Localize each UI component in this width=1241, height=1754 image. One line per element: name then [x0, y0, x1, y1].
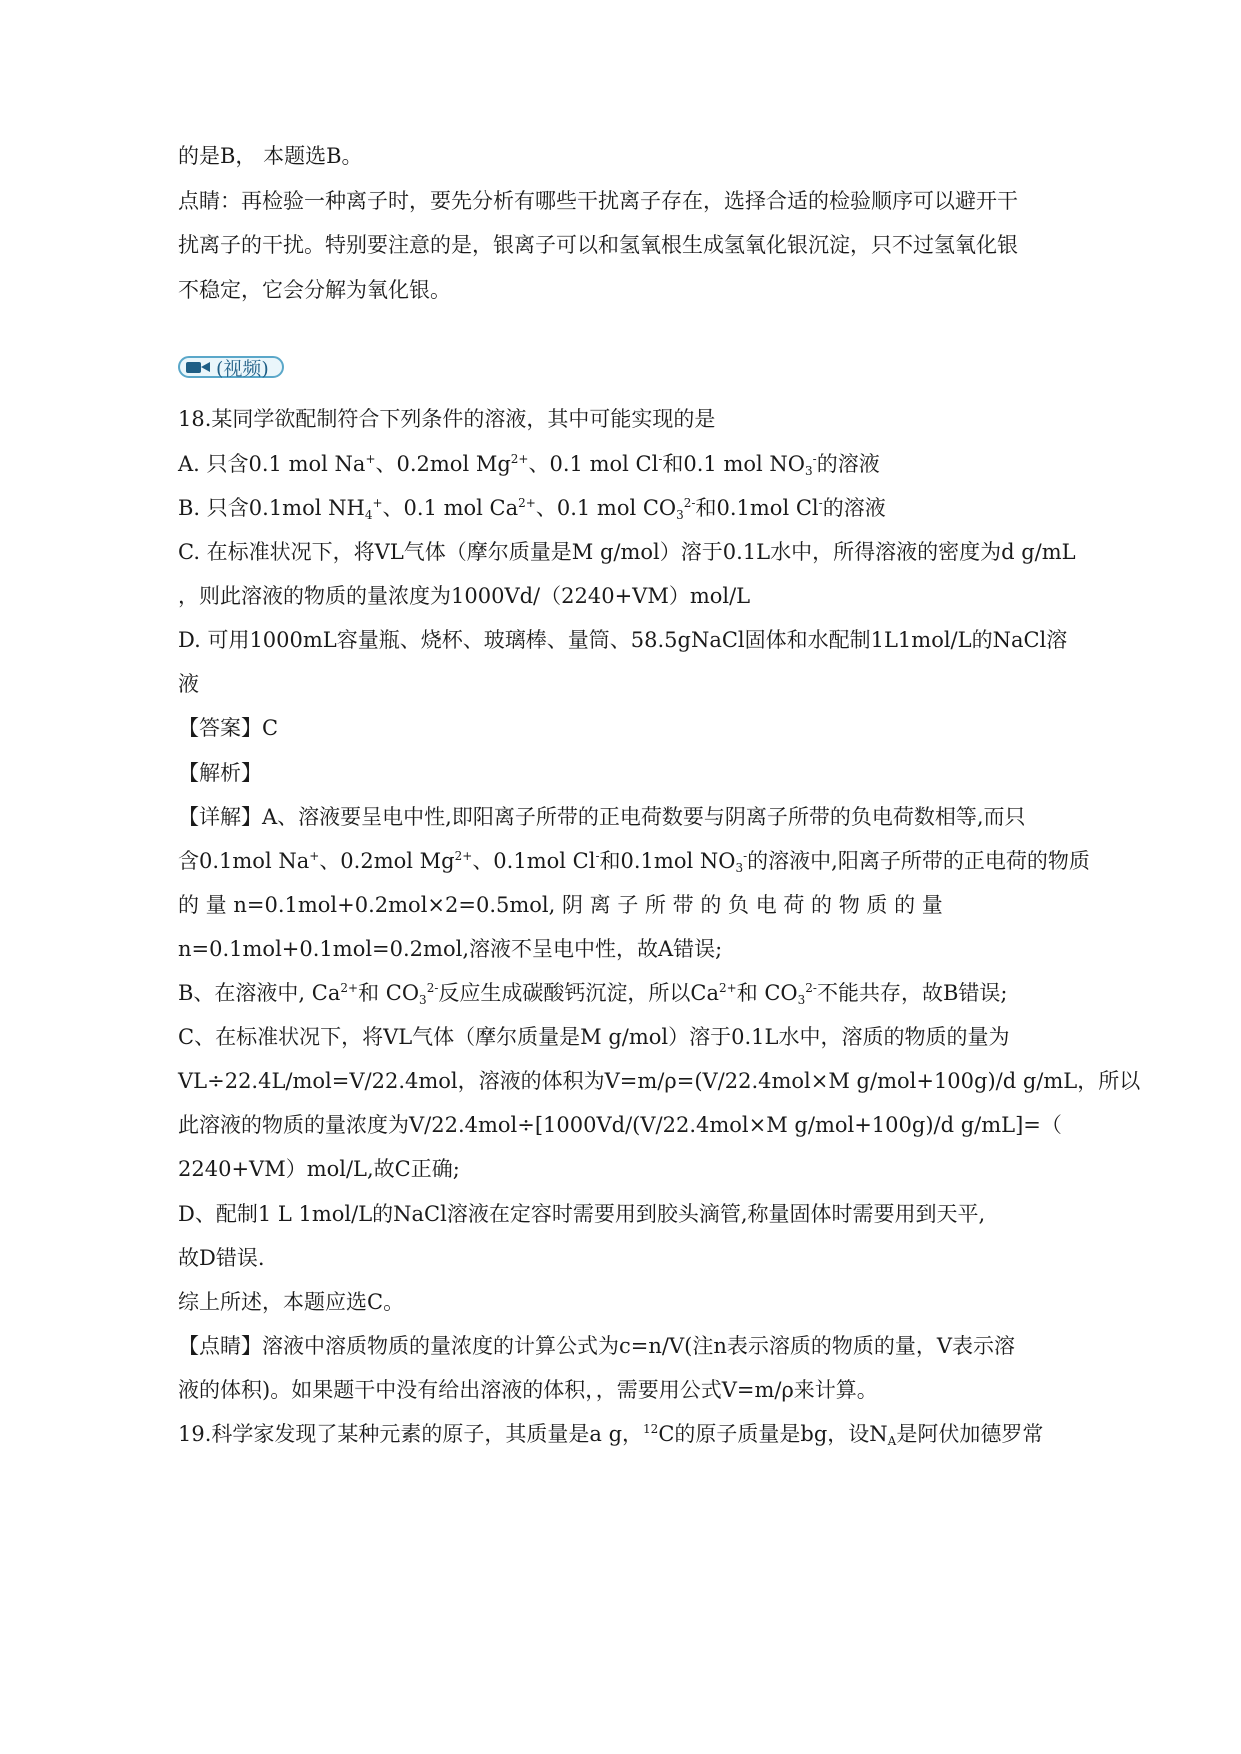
text-line: 点睛：再检验一种离子时，要先分析有哪些干扰离子存在，选择合适的检验顺序可以避开干 [178, 189, 1018, 213]
detail-line: 2240+VM）mol/L,故C正确; [178, 1157, 460, 1181]
option-a: A. 只含0.1 mol Na+、0.2mol $Mg^{2+}$、0.1 mol Cl-和0.1 mol $NO_3^-$的溶液 [178, 452, 880, 478]
text-line: 的是B， 本题选B。 [178, 144, 363, 168]
answer-label: 【答案】C [178, 716, 279, 740]
detail-line: C、在标准状况下，将VL气体（摩尔质量是M g/mol）溶于0.1L水中，溶质的物质的量为 [178, 1025, 1010, 1049]
detail-line: 含0.1mol Na+、0.2mol $Mg^{2+}$、0.1mol Cl-和0.1mol $NO_3^-$的溶液中,阳离子所带的正电荷的物质 [178, 849, 1090, 875]
video-button[interactable] [178, 356, 284, 378]
detail-line: 【详解】A、溶液要呈电中性,即阳离子所带的正电荷数要与阴离子所带的负电荷数相等,而只 [178, 805, 1026, 829]
detail-line: 的 量 n=0.1mol+0.2mol×2=0.5mol, 阴 离 子 所 带 的 负 电 荷 的 物 质 的 量 [178, 893, 943, 917]
detail-line: n=0.1mol+0.1mol=0.2mol,溶液不呈电中性，故A错误; [178, 937, 723, 961]
summary-line: 综上所述，本题应选C。 [178, 1290, 405, 1314]
detail-line: B、在溶液中, $Ca^{2+}$和 $CO_3^{2-}$反应生成碳酸钙沉淀，所以$Ca^{2+}$和 $CO_3^{2-}$不能共存，故B错误; [178, 981, 1008, 1007]
detail-line: VL÷22.4L/mol=V/22.4mol，溶液的体积为V=m/ρ=(V/22.4mol×M g/mol+100g)/d g/mL，所以 [178, 1069, 1141, 1093]
text-line: 不稳定，它会分解为氧化银。 [178, 278, 451, 302]
option-c-line2: ，则此溶液的物质的量浓度为1000Vd/（2240+VM）mol/L [178, 584, 751, 608]
analysis-label: 【解析】 [178, 761, 262, 785]
option-d-line2: 液 [178, 672, 199, 696]
question-18: 18.某同学欲配制符合下列条件的溶液，其中可能实现的是 [178, 407, 716, 431]
detail-line: 故D错误. [178, 1246, 265, 1270]
detail-line: D、配制1 L 1mol/L的NaCl溶液在定容时需要用到胶头滴管,称量固体时需要用到天平, [178, 1202, 986, 1226]
tip-line: 液的体积)。如果题干中没有给出溶液的体积，，需要用公式V=m/ρ来计算。 [178, 1378, 878, 1402]
option-b: B. 只含0.1mol $NH_4^+$、0.1 mol $Ca^{2+}$、0.1 mol $CO_3^{2-}$和0.1mol Cl-的溶液 [178, 496, 886, 522]
question-19: 19.科学家发现了某种元素的原子，其质量是a g，$^{12}$C的原子质量是bg，设$N_A$是阿伏加德罗常 [178, 1422, 1044, 1448]
detail-line: 此溶液的物质的量浓度为V/22.4mol÷[1000Vd/(V/22.4mol×M g/mol+100g)/d g/mL]=（ [178, 1113, 1062, 1137]
option-d-line1: D. 可用1000mL容量瓶、烧杯、玻璃棒、量筒、58.5gNaCl固体和水配制1L1mol/L的NaCl溶 [178, 628, 1068, 652]
video-label: (视频) [216, 357, 269, 380]
option-c-line1: C. 在标准状况下，将VL气体（摩尔质量是M g/mol）溶于0.1L水中，所得溶液的密度为d g/mL [178, 540, 1076, 564]
text-line: 扰离子的干扰。特别要注意的是，银离子可以和氢氧根生成氢氧化银沉淀，只不过氢氧化银 [178, 233, 1018, 257]
tip-line: 【点睛】溶液中溶质物质的量浓度的计算公式为c=n/V(注n表示溶质的物质的量，V表示溶 [178, 1334, 1016, 1358]
video-camera-icon [186, 359, 214, 375]
